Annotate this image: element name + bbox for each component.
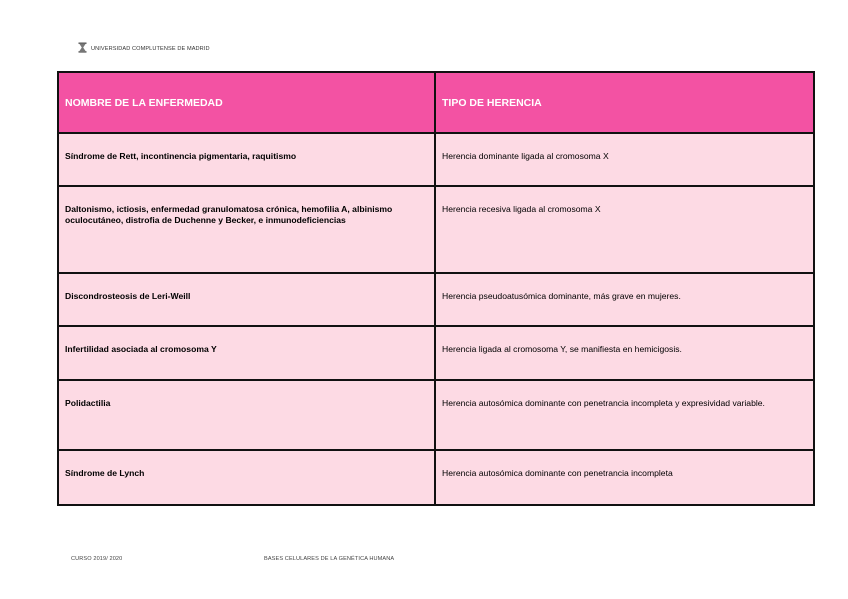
inheritance-text: Herencia autosómica dominante con penetrancia incompleta (442, 468, 673, 478)
footer-subject: BASES CELULARES DE LA GENÉTICA HUMANA (264, 556, 395, 562)
university-crest-icon (78, 42, 87, 53)
table-row (58, 186, 814, 273)
inheritance-cell (435, 380, 814, 450)
column-header-inheritance: TIPO DE HERENCIA (435, 72, 814, 133)
inheritance-cell (435, 326, 814, 380)
disease-cell (58, 450, 435, 505)
disease-cell (58, 326, 435, 380)
table-row (58, 273, 814, 326)
disease-cell (58, 133, 435, 186)
inheritance-text: Herencia ligada al cromosoma Y, se manifiesta en hemicigosis. (442, 344, 682, 354)
university-name: UNIVERSIDAD COMPLUTENSE DE MADRID (91, 46, 210, 52)
inheritance-cell (435, 186, 814, 273)
disease-cell (58, 273, 435, 326)
table-row (58, 450, 814, 505)
column-header-disease: NOMBRE DE LA ENFERMEDAD (58, 72, 435, 133)
inheritance-cell (435, 450, 814, 505)
table-header-row (58, 72, 814, 133)
inheritance-text: Herencia autosómica dominante con penetrancia incompleta y expresividad variable. (442, 398, 765, 408)
inheritance-table (57, 71, 815, 506)
disease-text: Síndrome de Rett, incontinencia pigmentaria, raquitismo (65, 151, 297, 161)
inheritance-cell (435, 273, 814, 326)
inheritance-text: Herencia recesiva ligada al cromosoma X (442, 204, 601, 214)
table-row (58, 380, 814, 450)
disease-text: Síndrome de Lynch (65, 468, 145, 478)
inheritance-text: Herencia dominante ligada al cromosoma X (442, 151, 609, 161)
disease-text: Polidactilia (65, 398, 111, 408)
inheritance-cell (435, 133, 814, 186)
footer-course: CURSO 2019/ 2020 (71, 556, 123, 562)
disease-text: Daltonismo, ictiosis, enfermedad granulomatosa crónica, hemofilia A, albinismo oculocutáneo, distrofia de Duchenne y Becker, e inmunodeficiencias (65, 204, 393, 225)
inheritance-text: Herencia pseudoatusómica dominante, más grave en mujeres. (442, 291, 681, 301)
disease-text: Discondrosteosis de Leri-Weill (65, 291, 191, 301)
disease-cell (58, 186, 435, 273)
table-row (58, 326, 814, 380)
page-header (78, 42, 210, 53)
table-row (58, 133, 814, 186)
disease-cell (58, 380, 435, 450)
disease-text: Infertilidad asociada al cromosoma Y (65, 344, 217, 354)
